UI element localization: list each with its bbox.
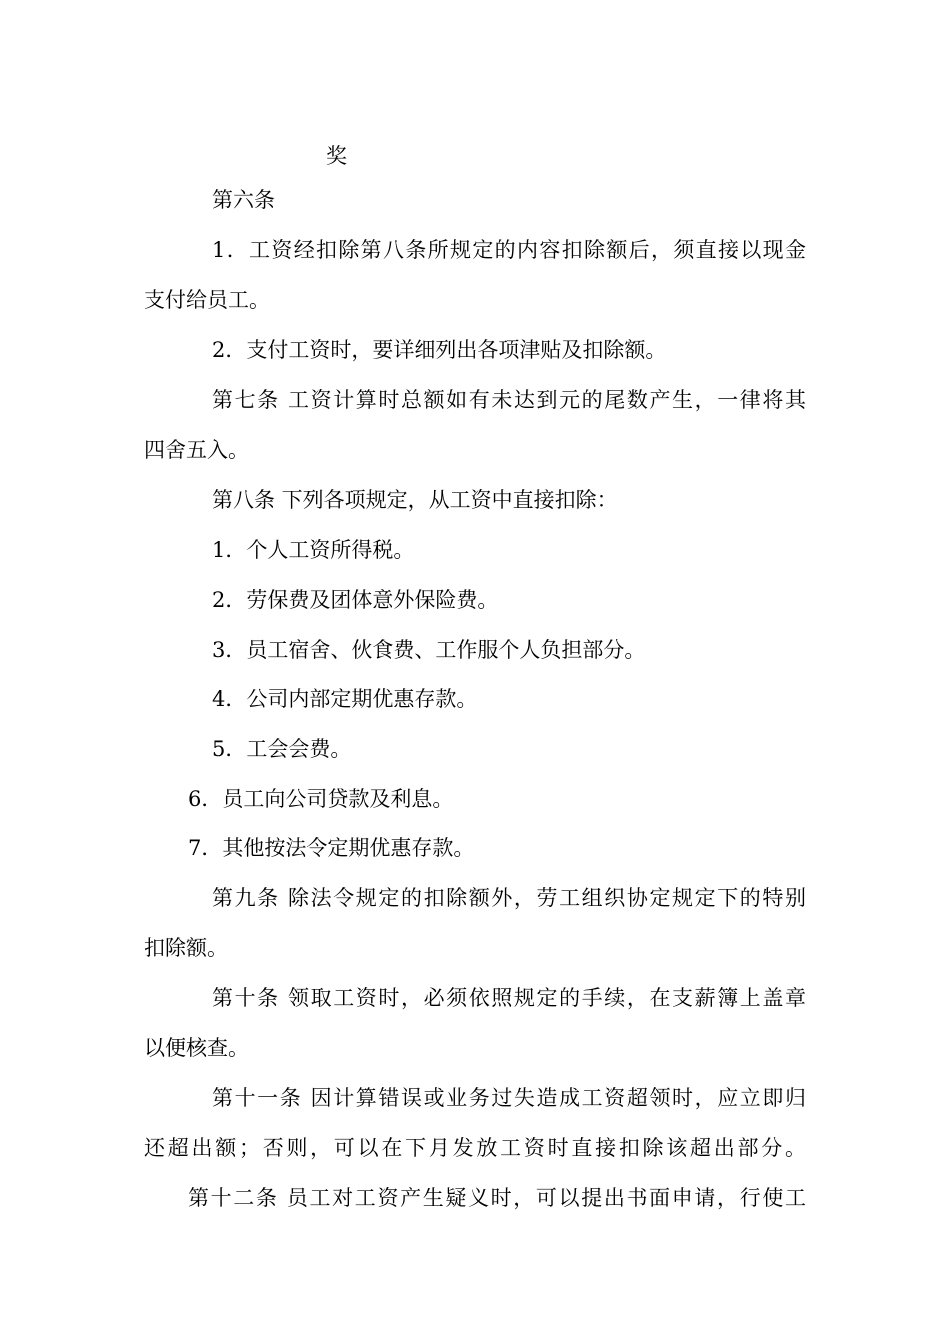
article-11-line-1: 第十一条 因计算错误或业务过失造成工资超领时，应立即归 bbox=[212, 1086, 806, 1110]
article-9-line-1: 第九条 除法令规定的扣除额外，劳工组织协定规定下的特别 bbox=[212, 886, 806, 910]
article-8-item-1: 1．个人工资所得税。 bbox=[212, 538, 415, 562]
article-8-item-6: 6．员工向公司贷款及利息。 bbox=[188, 787, 454, 811]
article-6-item-2: 2．支付工资时，要详细列出各项津贴及扣除额。 bbox=[212, 338, 667, 362]
article-10-line-1: 第十条 领取工资时，必须依照规定的手续，在支薪簿上盖章 bbox=[212, 986, 806, 1010]
article-7-line-1: 第七条 工资计算时总额如有未达到元的尾数产生，一律将其 bbox=[212, 388, 806, 412]
article-6-title: 第六条 bbox=[212, 188, 275, 212]
article-7-line-2: 四舍五入。 bbox=[144, 438, 249, 462]
article-8-item-7: 7．其他按法令定期优惠存款。 bbox=[188, 836, 475, 860]
article-8-title: 第八条 下列各项规定，从工资中直接扣除： bbox=[212, 488, 618, 512]
article-12-line-1: 第十二条 员工对工资产生疑义时，可以提出书面申请，行使工 bbox=[188, 1186, 806, 1210]
article-8-item-3: 3．员工宿舍、伙食费、工作服个人负担部分。 bbox=[212, 638, 646, 662]
article-9-line-2: 扣除额。 bbox=[144, 936, 228, 960]
article-8-item-2: 2．劳保费及团体意外保险费。 bbox=[212, 588, 499, 612]
article-8-item-5: 5．工会会费。 bbox=[212, 737, 352, 761]
article-11-line-2: 还超出额；否则，可以在下月发放工资时直接扣除该超出部分。 bbox=[144, 1136, 806, 1160]
article-10-line-2: 以便核查。 bbox=[144, 1036, 249, 1060]
article-6-item-1-line-1: 1．工资经扣除第八条所规定的内容扣除额后，须直接以现金 bbox=[212, 238, 806, 262]
article-6-item-1-line-2: 支付给员工。 bbox=[144, 288, 270, 312]
heading-fragment: 奖 bbox=[326, 144, 347, 168]
article-8-item-4: 4．公司内部定期优惠存款。 bbox=[212, 687, 478, 711]
